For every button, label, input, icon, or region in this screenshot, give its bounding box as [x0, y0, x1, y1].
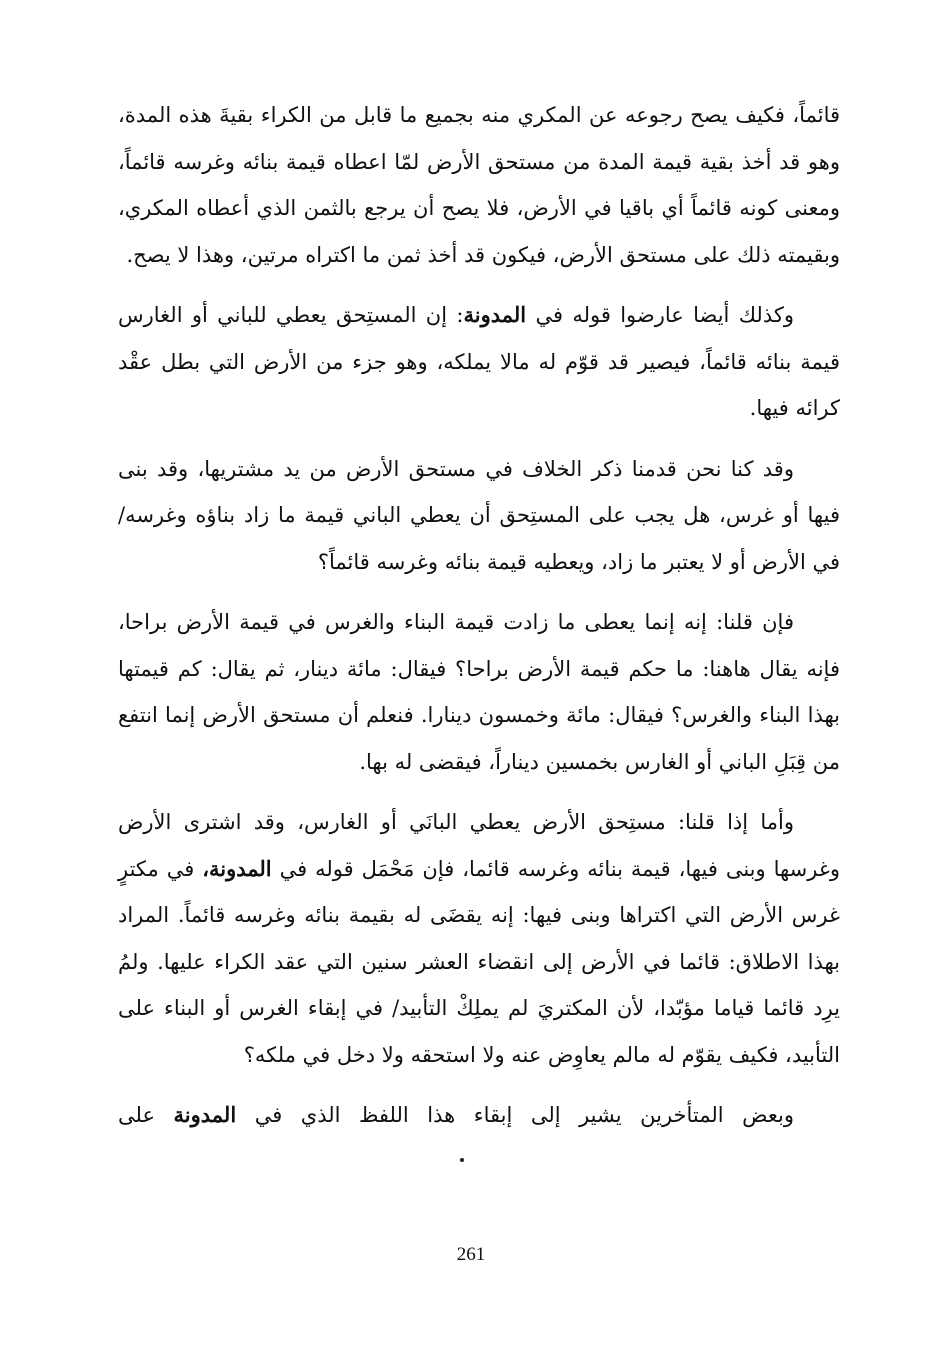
paragraph-5-text-a: وأما إذا قلنا: مستِحق الأرض يعطي البانَي أو الغارس، وقد اشترى الأرض وغرسها وبنى فيها، قيمة بنائه وغرسه قائما، فإن مَحْمَل قوله في [118, 810, 840, 881]
paragraph-6-text-a: وبعض المتأخرين يشير إلى إبقاء هذا اللفظ الذي في [236, 1103, 794, 1127]
paragraph-3 [118, 446, 840, 586]
paragraph-6-text-b: على [118, 1103, 174, 1127]
paragraph-6 [118, 1092, 840, 1139]
paragraph-4 [118, 599, 840, 785]
page-number: 261 [456, 1244, 486, 1265]
paragraph-2-text-b: : إن المستِحق يعطي للباني أو الغارس قيمة بنائه قائماً، فيصير قد قوّم له مالا يملكه، وهو جزء من الأرض التي بطل عقْد كرائه فيها. [118, 303, 840, 420]
book-title-mudawwana: المدونة، [202, 855, 272, 881]
paragraph-1 [118, 92, 840, 278]
paragraph-2 [118, 292, 840, 432]
paragraph-3-text: وقد كنا نحن قدمنا ذكر الخلاف في مستحق الأرض من يد مشتريها، وقد بنى فيها أو غرس، هل يجب على المستِحق أن يعطي الباني قيمة ما زاد بناؤه وغرسه/ في الأرض أو لا يعتبر ما زاد، ويعطيه قيمة بنائه وغرسه قائماً؟ [118, 456, 840, 574]
paragraph-5-text-b: في مكترٍ غرس الأرض التي اكتراها وبنى فيها: إنه يقضَى له بقيمة بنائه وغرسه قائماً. المراد بهذا الاطلاق: قائما في الأرض إلى انقضاء العشر سنين التي عقد الكراء عليها. ولمُ يرِد قائما قياما مؤبّدا، لأن المكتريَ لم يملِكْ التأبيد/ في إبقاء الغرس أو البناء على التأبيد، فكيف يقوّم له مالم يعاوِض عنه ولا استحقه ولا دخل في ملكه؟ [118, 856, 840, 1067]
book-title-mudawwana: المدونة [173, 1102, 237, 1127]
paragraph-2-text-a: وكذلك أيضا عارضوا قوله في [526, 303, 794, 327]
paragraph-1-text: قائماً، فكيف يصح رجوعه عن المكري منه بجميع ما قابل من الكراء بقيةَ هذه المدة، وهو قد أخذ بقية قيمة المدة من مستحق الأرض لمّا اعطاه قيمة بنائه وغرسه قائماً، ومعنى كونه قائماً أي باقيا في الأرض، فلا يصح أن يرجع بالثمن الذي أعطاه المكري، وبقيمته ذلك على مستحق الأرض، فيكون قد أخذ ثمن ما اكتراه مرتين، وهذا لا يصح. [118, 103, 840, 267]
body-text [118, 92, 840, 1153]
book-title-mudawwana: المدونة [463, 302, 527, 327]
paragraph-4-text: فإن قلنا: إنه إنما يعطى ما زادت قيمة البناء والغرس في قيمة الأرض براحا، فإنه يقال هاهنا: ما حكم قيمة الأرض براحا؟ فيقال: مائة دينار، ثم يقال: كم قيمتها بهذا البناء والغرس؟ فيقال: مائة وخمسون دينارا. فنعلم أن مستحق الأرض إنما انتفع من قِبَلِ الباني أو الغارس بخمسين ديناراً، فيقضى له بها. [118, 610, 840, 774]
paragraph-5 [118, 799, 840, 1078]
ink-speck [460, 1158, 464, 1162]
